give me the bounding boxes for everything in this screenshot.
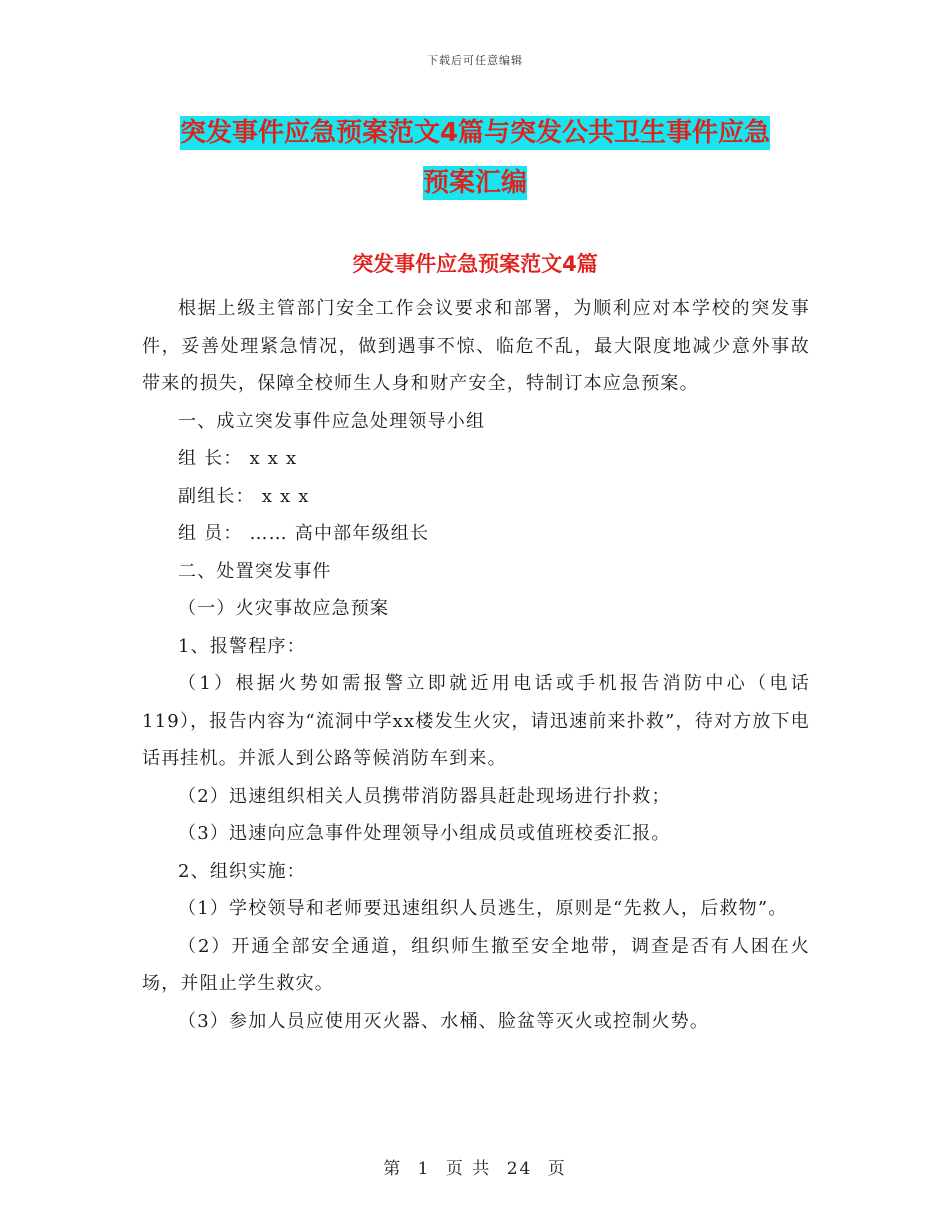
current-page: 1 [417,1159,431,1179]
paragraph: （2）开通全部安全通道，组织师生撤至安全地带，调查是否有人困在火场，并阻止学生救灾。 [142,935,810,994]
paragraph: 1、报警程序： [178,635,306,657]
paragraph: 组 长： x x x [178,448,298,469]
body-text [142,290,810,1040]
page-suffix: 页 [547,1159,567,1179]
paragraph: 2、组织实施： [178,860,306,882]
paragraph: （一）火灾事故应急预案 [178,598,390,619]
page-number [0,1154,950,1179]
section-title: 突发事件应急预案范文4篇 [352,252,598,276]
page-prefix: 第 [383,1159,403,1179]
paragraph: 根据上级主管部门安全工作会议要求和部署，为顺利应对本学校的突发事件，妥善处理紧急情况，做到遇事不惊、临危不乱，最大限度地减少意外事故带来的损失，保障全校师生人身和财产安全，特制订本应急预案。 [142,298,810,394]
document-title [140,108,810,208]
paragraph: 一、成立突发事件应急处理领导小组 [178,410,486,432]
paragraph: （3）迅速向应急事件处理领导小组成员或值班校委汇报。 [178,823,671,844]
total-pages: 24 [506,1159,533,1179]
paragraph: （1）根据火势如需报警立即就近用电话或手机报告消防中心（电话119），报告内容为“流洞中学xx楼发生火灾，请迅速前来扑救”，待对方放下电话再挂机。并派人到公路等候消防车到来。 [142,673,810,769]
paragraph: （3）参加人员应使用灭火器、水桶、脸盆等灭火或控制火势。 [178,1010,710,1032]
paragraph: 副组长： x x x [178,485,310,507]
paragraph: （2）迅速组织相关人员携带消防器具赶赴现场进行扑救； [178,785,671,807]
header-note: 下载后可任意编辑 [427,54,523,67]
paragraph: 组 员： …… 高中部年级组长 [178,523,430,544]
title-line-2: 预案汇编 [422,168,527,198]
paragraph: （1）学校领导和老师要迅速组织人员逃生，原则是“先救人，后救物”。 [178,898,788,919]
page-mid: 页 共 [445,1159,492,1179]
title-line-1: 突发事件应急预案范文4篇与突发公共卫生事件应急 [179,118,771,148]
paragraph: 二、处置突发事件 [178,560,332,582]
